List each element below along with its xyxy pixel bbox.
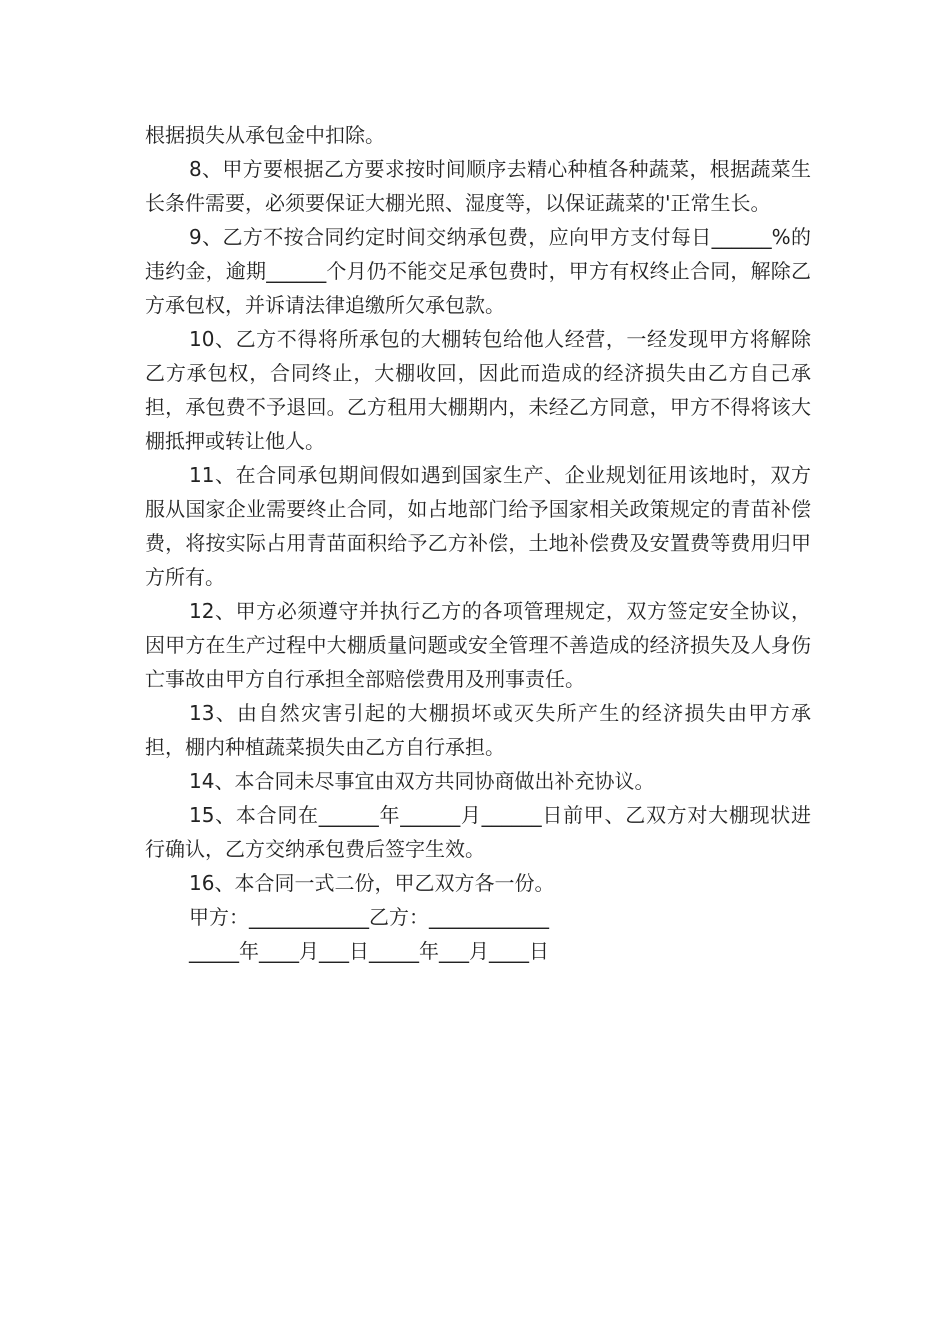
- paragraph-continuation: 根据损失从承包金中扣除。: [145, 123, 385, 147]
- clause-13: 13、由自然灾害引起的大棚损坏或灭失所产生的经济损失由甲方承担，棚内种植蔬菜损失由乙方自行承担。: [145, 701, 811, 759]
- clause-11: 11、在合同承包期间假如遇到国家生产、企业规划征用该地时，双方服从国家企业需要终止合同，如占地部门给予国家相关政策规定的青苗补偿费，将按实际占用青苗面积给予乙方补偿，土地补偿费及安置费等费用归甲方所有。: [145, 463, 811, 589]
- clause-8: 8、甲方要根据乙方要求按时间顺序去精心种植各种蔬菜，根据蔬菜生长条件需要，必须要保证大棚光照、湿度等，以保证蔬菜的'正常生长。: [145, 157, 811, 215]
- clause-16: 16、本合同一式二份，甲乙双方各一份。: [189, 871, 555, 895]
- signature-line: 甲方：____________乙方：____________: [189, 905, 549, 929]
- document-body: [145, 118, 811, 968]
- clause-15: 15、本合同在______年______月______日前甲、乙双方对大棚现状进行确认，乙方交纳承包费后签字生效。: [145, 803, 811, 861]
- clause-9: 9、乙方不按合同约定时间交纳承包费，应向甲方支付每日______%的违约金，逾期______个月仍不能交足承包费时，甲方有权终止合同，解除乙方承包权，并诉请法律追缴所欠承包款。: [145, 225, 811, 317]
- clause-12: 12、甲方必须遵守并执行乙方的各项管理规定，双方签定安全协议，因甲方在生产过程中大棚质量问题或安全管理不善造成的经济损失及人身伤亡事故由甲方自行承担全部赔偿费用及刑事责任。: [145, 599, 811, 691]
- date-line: _____年____月___日_____年___月____日: [189, 939, 549, 963]
- clause-14: 14、本合同未尽事宜由双方共同协商做出补充协议。: [189, 769, 655, 793]
- clause-10: 10、乙方不得将所承包的大棚转包给他人经营，一经发现甲方将解除乙方承包权，合同终止，大棚收回，因此而造成的经济损失由乙方自己承担，承包费不予退回。乙方租用大棚期内，未经乙方同意，甲方不得将该大棚抵押或转让他人。: [145, 327, 811, 453]
